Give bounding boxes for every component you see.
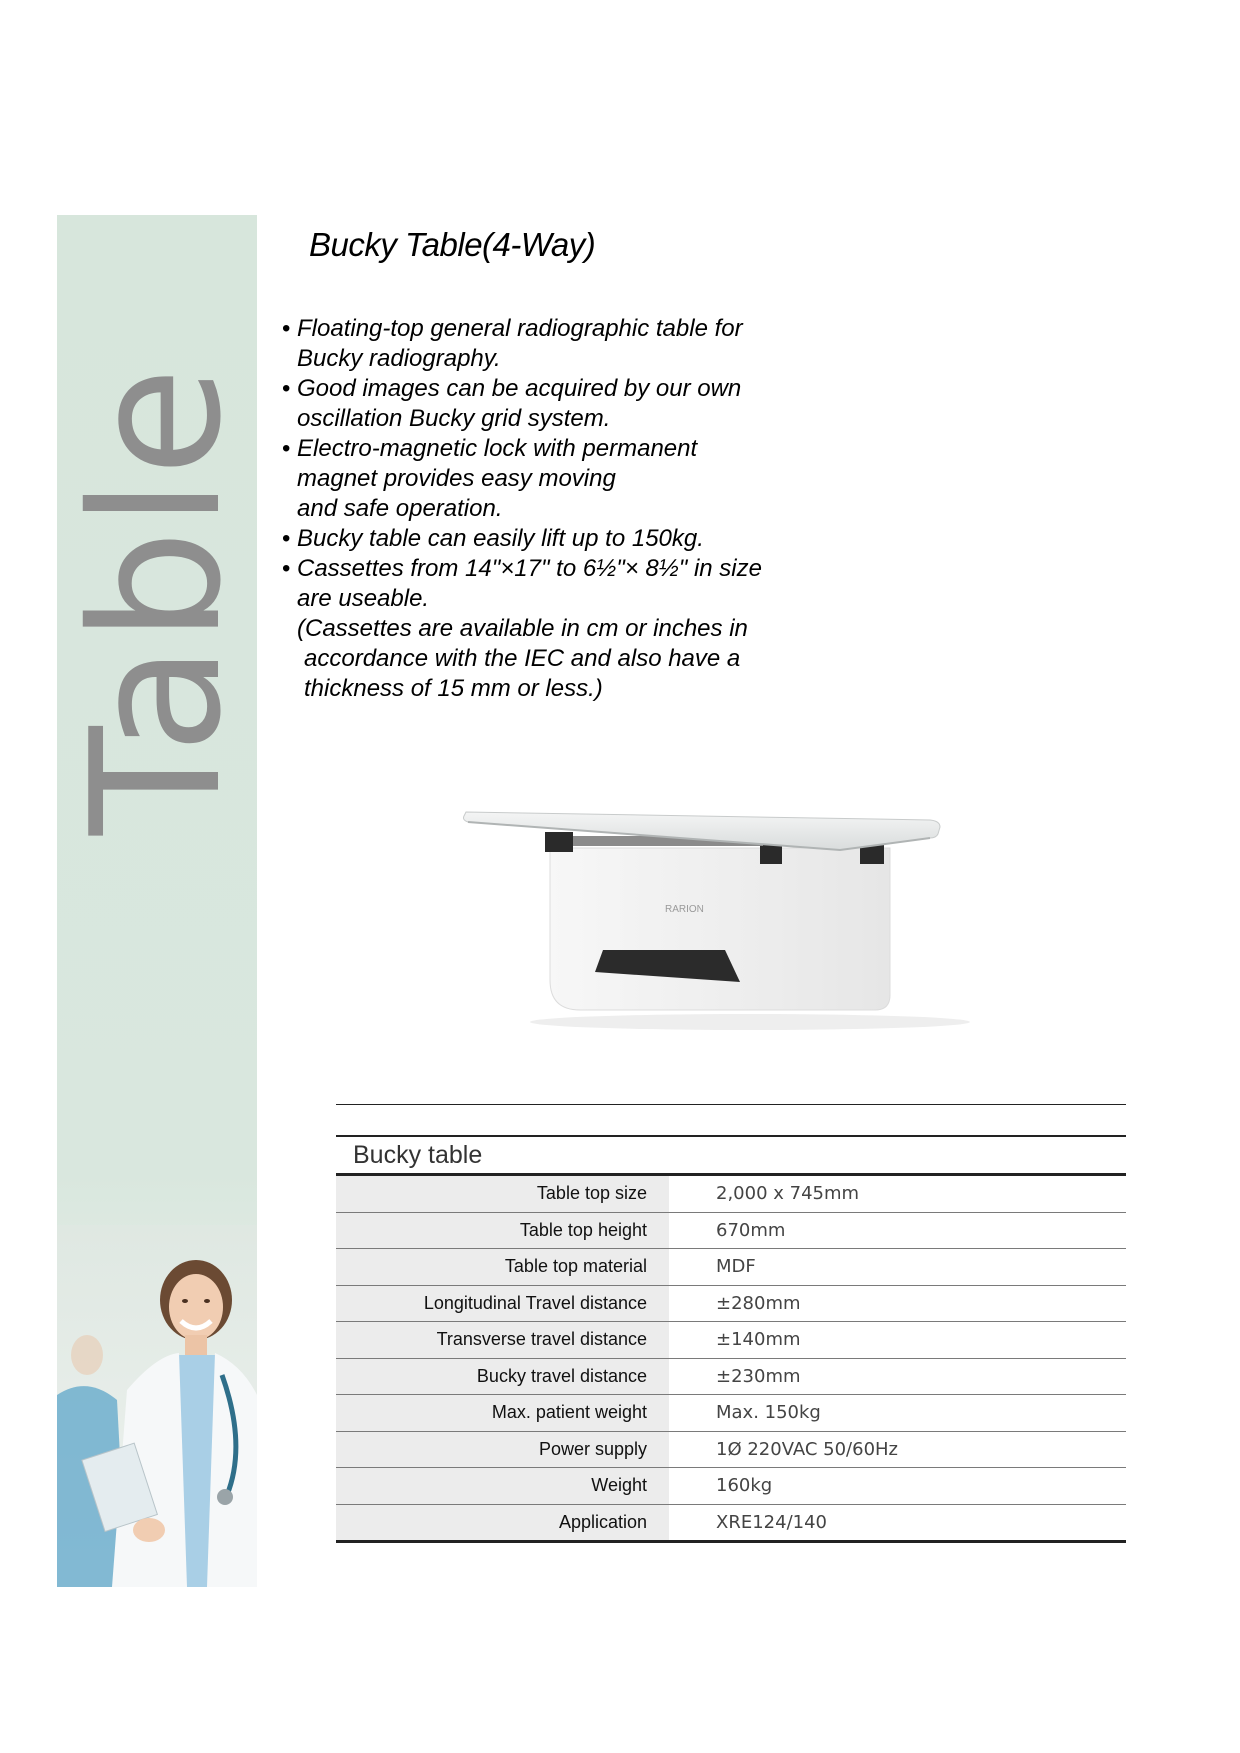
spec-label: Longitudinal Travel distance <box>336 1286 669 1322</box>
note-line: thickness of 15 mm or less.) <box>304 675 603 702</box>
table-row <box>336 1468 1126 1505</box>
spec-value: Max. 150kg <box>716 1402 821 1423</box>
table-row <box>336 1395 1126 1432</box>
bullet: • <box>282 315 291 342</box>
table-row <box>336 1322 1126 1359</box>
spec-label: Application <box>336 1505 669 1541</box>
spec-table <box>336 1135 1126 1543</box>
table-row <box>336 1286 1126 1323</box>
page-title: Bucky Table(4-Way) <box>309 226 596 263</box>
spec-value: 1Ø 220VAC 50/60Hz <box>716 1438 899 1460</box>
bucky-table-image <box>460 790 1010 1030</box>
feature-item: • Cassettes from 14"×17" to 6½"× 8½" in size are useable. (Cassettes are available in cm or inches in accordance with the IEC and also have a thickness of 15 mm or less.) <box>282 554 822 704</box>
bullet: • <box>282 555 291 582</box>
bullet: • <box>282 435 291 462</box>
table-row <box>336 1432 1126 1469</box>
spec-value: 2,000 x 745mm <box>716 1183 860 1204</box>
spec-label: Weight <box>336 1468 669 1504</box>
product-logo: RARION <box>665 904 704 915</box>
spec-value: 160kg <box>716 1475 773 1496</box>
table-row <box>336 1213 1126 1250</box>
spec-value: 670mm <box>716 1219 786 1241</box>
spec-label: Table top height <box>336 1213 669 1249</box>
bullet: • <box>282 525 291 552</box>
feature-item: • Bucky table can easily lift up to 150kg. <box>282 525 704 552</box>
feature-item: • Electro-magnetic lock with permanent magnet provides easy moving and safe operation. <box>282 435 698 522</box>
divider <box>336 1104 1126 1105</box>
spec-value: ±140mm <box>716 1329 801 1350</box>
spec-value: ±280mm <box>716 1292 801 1314</box>
spec-label: Table top material <box>336 1249 669 1285</box>
spec-heading: Bucky table <box>336 1135 1126 1176</box>
table-row <box>336 1249 1126 1286</box>
spec-label: Bucky travel distance <box>336 1359 669 1395</box>
feature-list <box>282 314 822 704</box>
note-line: accordance with the IEC and also have a <box>304 645 741 672</box>
bullet: • <box>282 375 291 402</box>
spec-value: MDF <box>716 1256 756 1277</box>
spec-value: XRE124/140 <box>716 1511 827 1533</box>
table-row <box>336 1176 1126 1213</box>
spec-label: Transverse travel distance <box>336 1322 669 1358</box>
note-line: (Cassettes are available in cm or inches in <box>297 615 748 642</box>
table-row <box>336 1359 1126 1396</box>
spec-label: Power supply <box>336 1432 669 1468</box>
spec-label: Table top size <box>336 1176 669 1212</box>
spec-label: Max. patient weight <box>336 1395 669 1431</box>
table-row <box>336 1505 1126 1544</box>
doctor-illustration <box>57 1225 257 1587</box>
feature-item: • Good images can be acquired by our own oscillation Bucky grid system. <box>282 375 742 432</box>
feature-item: • Floating-top general radiographic table for Bucky radiography. <box>282 315 743 372</box>
spec-value: ±230mm <box>716 1365 801 1387</box>
